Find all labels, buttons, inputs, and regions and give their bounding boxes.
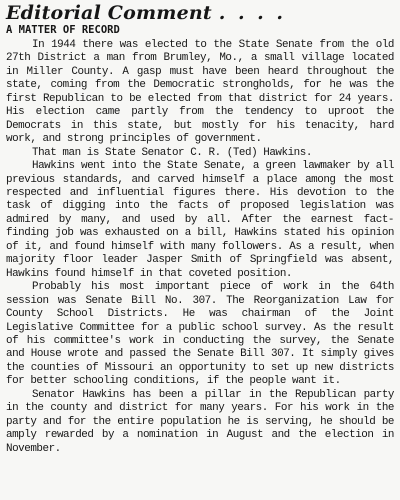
headline-text: Editorial Comment [6, 2, 212, 24]
article-paragraph-1: In 1944 there was elected to the State Senate from the old 27th District a man from Brumley, Mo., a small village located in Miller County. A gasp must have been heard throughout the state, coming from the Democratic strongholds, for he was the first Republican to be elected from that district for 24 years. His election came partly from the tendency to uproot the Democrats in this state, but mostly for his tenacity, hard work, and strong principles of government. [6, 39, 394, 146]
headline-dots: . . . . [218, 2, 287, 24]
article-paragraph-4: Probably his most important piece of work in the 64th session was Senate Bill No. 307. The Reorganization Law for County School Districts. He was chairman of the Joint Legislative Committee for a public school survey. As the result of his committee's work in conducting the survey, the Senate and House wrote and passed the Senate Bill 307. It simply gives the counties of Missouri an opportunity to set up new districts for better schooling conditions, if the people want it. [6, 281, 394, 388]
article-paragraph-3: Hawkins went into the State Senate, a green lawmaker by all previous standards, and carved himself a place among the most respected and influential figures there. His devotion to the task of digging into the facts of proposed legislation was admired by many, and used by all. After the earnest fact-finding job was exhausted on a bill, Hawkins stated his opinion of it, and found himself with many followers. As a result, when majority floor leader Jasper Smith of Springfield was absent, Hawkins found himself in that coveted position. [6, 160, 394, 280]
article-paragraph-5: Senator Hawkins has been a pillar in the Republican party in the county and district for many years. For his work in the party and for the entire population he is serving, he should be amply rewarded by a nomination in August and the election in November. [6, 388, 394, 455]
editorial-headline [6, 2, 394, 24]
article-subhead: A MATTER OF RECORD [6, 24, 120, 36]
article-paragraph-2: That man is State Senator C. R. (Ted) Hawkins. [32, 146, 312, 159]
article-body [6, 39, 394, 456]
